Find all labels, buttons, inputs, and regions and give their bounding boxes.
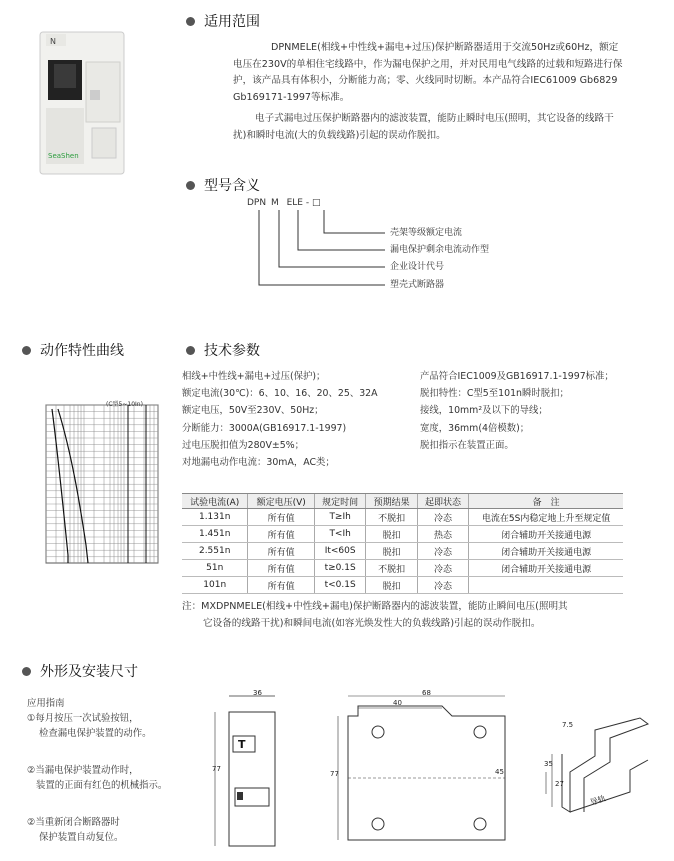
table-row bbox=[182, 543, 623, 560]
table-row bbox=[182, 526, 623, 543]
tech-item: 对地漏电动作电流：30mA，AC类； bbox=[182, 457, 335, 469]
tech-title: 技术参数 bbox=[204, 343, 260, 359]
model-heading bbox=[186, 175, 260, 195]
table-cell: 不脱扣 bbox=[366, 509, 417, 526]
tech-item: 额定电流(30℃)：6、10、16、20、25、32A bbox=[182, 388, 378, 400]
scope-paragraph-2: 电子式漏电过压保护断路器内的滤波装置，能防止瞬时电压(照明，其它设备的线路干扰)和瞬时电流(大的负载线路)引起的误动作脱扣。 bbox=[233, 113, 614, 141]
table-cell: 冷态 bbox=[417, 543, 468, 560]
table-cell: 脱扣 bbox=[366, 526, 417, 543]
table-cell: 闭合辅助开关接通电源 bbox=[469, 543, 623, 560]
meaning-2: 漏电保护剩余电流动作型 bbox=[390, 245, 490, 255]
code-part: M bbox=[270, 198, 279, 208]
dim-label: 36 bbox=[253, 689, 262, 697]
table-cell: 冷态 bbox=[417, 560, 468, 577]
table-cell bbox=[469, 577, 623, 594]
tech-item: 脱扣指示在装置正面。 bbox=[420, 439, 514, 451]
bullet-icon bbox=[186, 181, 195, 190]
meaning-4: 塑壳式断路器 bbox=[390, 280, 445, 290]
table-row bbox=[182, 560, 623, 577]
table-cell: 脱扣 bbox=[366, 577, 417, 594]
code-part: - bbox=[305, 198, 310, 208]
tech-item: 相线+中性线+漏电+过压(保护)； bbox=[182, 371, 326, 382]
guide-line: 装置的正面有红色的机械指示。 bbox=[36, 780, 168, 791]
dim-label: 27 bbox=[555, 780, 564, 788]
model-code bbox=[247, 196, 321, 210]
column-header: 规定时间 bbox=[314, 494, 365, 509]
table-cell: 51n bbox=[182, 560, 248, 577]
dim-label: 77 bbox=[212, 765, 221, 773]
dim-label: 40 bbox=[393, 699, 402, 707]
dim-label: 35 bbox=[544, 760, 553, 768]
trip-curve-chart bbox=[28, 395, 176, 575]
table-cell: 闭合辅助开关接通电源 bbox=[469, 560, 623, 577]
column-header: 预期结果 bbox=[366, 494, 417, 509]
table-cell: 电流在5S内稳定地上升至规定值 bbox=[469, 509, 623, 526]
column-header: 起即状态 bbox=[417, 494, 468, 509]
code-part: DPN bbox=[247, 198, 267, 208]
bullet-icon bbox=[186, 346, 195, 355]
product-photo bbox=[36, 28, 126, 178]
guide-line: 检查漏电保护装置的动作。 bbox=[39, 728, 152, 739]
tech-item: 产品符合IEC1009及GB16917.1-1997标准； bbox=[420, 371, 614, 382]
table-row bbox=[182, 509, 623, 526]
table-cell: T<Ih bbox=[314, 526, 365, 543]
bullet-icon bbox=[22, 667, 31, 676]
note-block bbox=[182, 598, 568, 632]
column-header: 额定电压(V) bbox=[248, 494, 315, 509]
table-cell: 2.551n bbox=[182, 543, 248, 560]
tech-item: 宽度，36mm(4倍模数)； bbox=[420, 422, 530, 434]
table-cell: t≥0.1S bbox=[314, 560, 365, 577]
dims-title: 外形及安装尺寸 bbox=[40, 664, 138, 680]
guide-line: 保护装置自动复位。 bbox=[39, 832, 124, 843]
code-part: □ bbox=[312, 198, 321, 208]
meaning-3: 企业设计代号 bbox=[390, 262, 445, 272]
curve-heading bbox=[22, 340, 124, 360]
bullet-icon bbox=[22, 346, 31, 355]
table-cell: 所有值 bbox=[248, 526, 315, 543]
table-cell: 1.451n bbox=[182, 526, 248, 543]
guide-line: ①每月按压一次试验按钮， bbox=[27, 713, 139, 724]
guide-line: ②当重新闭合断路器时 bbox=[27, 817, 120, 828]
table-cell: 所有值 bbox=[248, 509, 315, 526]
meaning-1: 壳架等级额定电流 bbox=[390, 228, 463, 238]
note-line: 注：MXDPNMELE(相线+中性线+漏电)保护断路器内的滤波装置，能防止瞬间电压(照明其 bbox=[182, 601, 568, 612]
curve-title: 动作特性曲线 bbox=[40, 343, 124, 359]
test-table bbox=[182, 493, 623, 594]
scope-title: 适用范围 bbox=[204, 14, 260, 30]
guide-line: ②当漏电保护装置动作时， bbox=[27, 765, 139, 776]
table-cell: t<0.1S bbox=[314, 577, 365, 594]
tech-item: 脱扣特性：C型5至101n瞬时脱扣； bbox=[420, 388, 569, 400]
svg-text:N: N bbox=[50, 37, 56, 46]
svg-text:T: T bbox=[238, 738, 246, 751]
table-cell: 不脱扣 bbox=[366, 560, 417, 577]
dim-label: 77 bbox=[330, 770, 339, 778]
tech-left-list bbox=[182, 368, 378, 471]
code-part: ELE bbox=[286, 198, 303, 208]
guide-title: 应用指南 bbox=[27, 698, 65, 709]
column-header: 备 注 bbox=[469, 494, 623, 509]
side-view-drawing bbox=[330, 688, 510, 853]
tech-item: 额定电压，50V至230V、50Hz； bbox=[182, 405, 324, 417]
tech-item: 接线，10mm²及以下的导线； bbox=[420, 405, 548, 417]
tech-item: 分断能力：3000A(GB16917.1-1997) bbox=[182, 422, 347, 434]
dims-heading bbox=[22, 661, 138, 681]
scope-heading bbox=[186, 11, 260, 31]
rail-label: 导轨 bbox=[589, 793, 607, 808]
model-title: 型号含义 bbox=[204, 178, 260, 194]
table-cell: T≥Ih bbox=[314, 509, 365, 526]
din-rail-drawing bbox=[540, 712, 660, 842]
column-header: 试验电流(A) bbox=[182, 494, 248, 509]
table-cell: 1.131n bbox=[182, 509, 248, 526]
table-cell: 所有值 bbox=[248, 543, 315, 560]
table-cell: 冷态 bbox=[417, 577, 468, 594]
table-cell: 所有值 bbox=[248, 560, 315, 577]
table-cell: 闭合辅助开关接通电源 bbox=[469, 526, 623, 543]
table-cell: 热态 bbox=[417, 526, 468, 543]
scope-paragraph-1: DPNMELE(相线+中性线+漏电+过压)保护断路器适用于交流50Hz或60Hz，额定电压在230V的单相住宅线路中，作为漏电保护之用，并对民用电气线路的过载和短路进行保护，该产品具有体积小，分断能力高；零、火线同时切断。本产品符合IEC61009 Gb6829 Gb169171-1997等标准。 bbox=[233, 42, 623, 103]
table-cell: 脱扣 bbox=[366, 543, 417, 560]
curve-label: (C型5~10In) bbox=[106, 401, 143, 408]
table-cell: 101n bbox=[182, 577, 248, 594]
guide-block bbox=[27, 696, 167, 845]
dim-label: 7.5 bbox=[562, 721, 574, 729]
tech-right-list bbox=[420, 368, 614, 454]
table-cell: It<60S bbox=[314, 543, 365, 560]
brand-label: SeaShen bbox=[48, 152, 79, 160]
bullet-icon bbox=[186, 17, 195, 26]
tech-item: 过电压脱扣值为280V±5%； bbox=[182, 439, 305, 451]
dim-label: 45 bbox=[495, 768, 504, 776]
note-line: 它设备的线路干扰)和瞬间电流(如容光焕发性大的负载线路)引起的误动作脱扣。 bbox=[203, 618, 541, 629]
table-cell: 冷态 bbox=[417, 509, 468, 526]
table-cell: 所有值 bbox=[248, 577, 315, 594]
table-header-row bbox=[182, 494, 623, 509]
tech-heading bbox=[186, 340, 260, 360]
dim-label: 68 bbox=[422, 689, 431, 697]
table-row bbox=[182, 577, 623, 594]
